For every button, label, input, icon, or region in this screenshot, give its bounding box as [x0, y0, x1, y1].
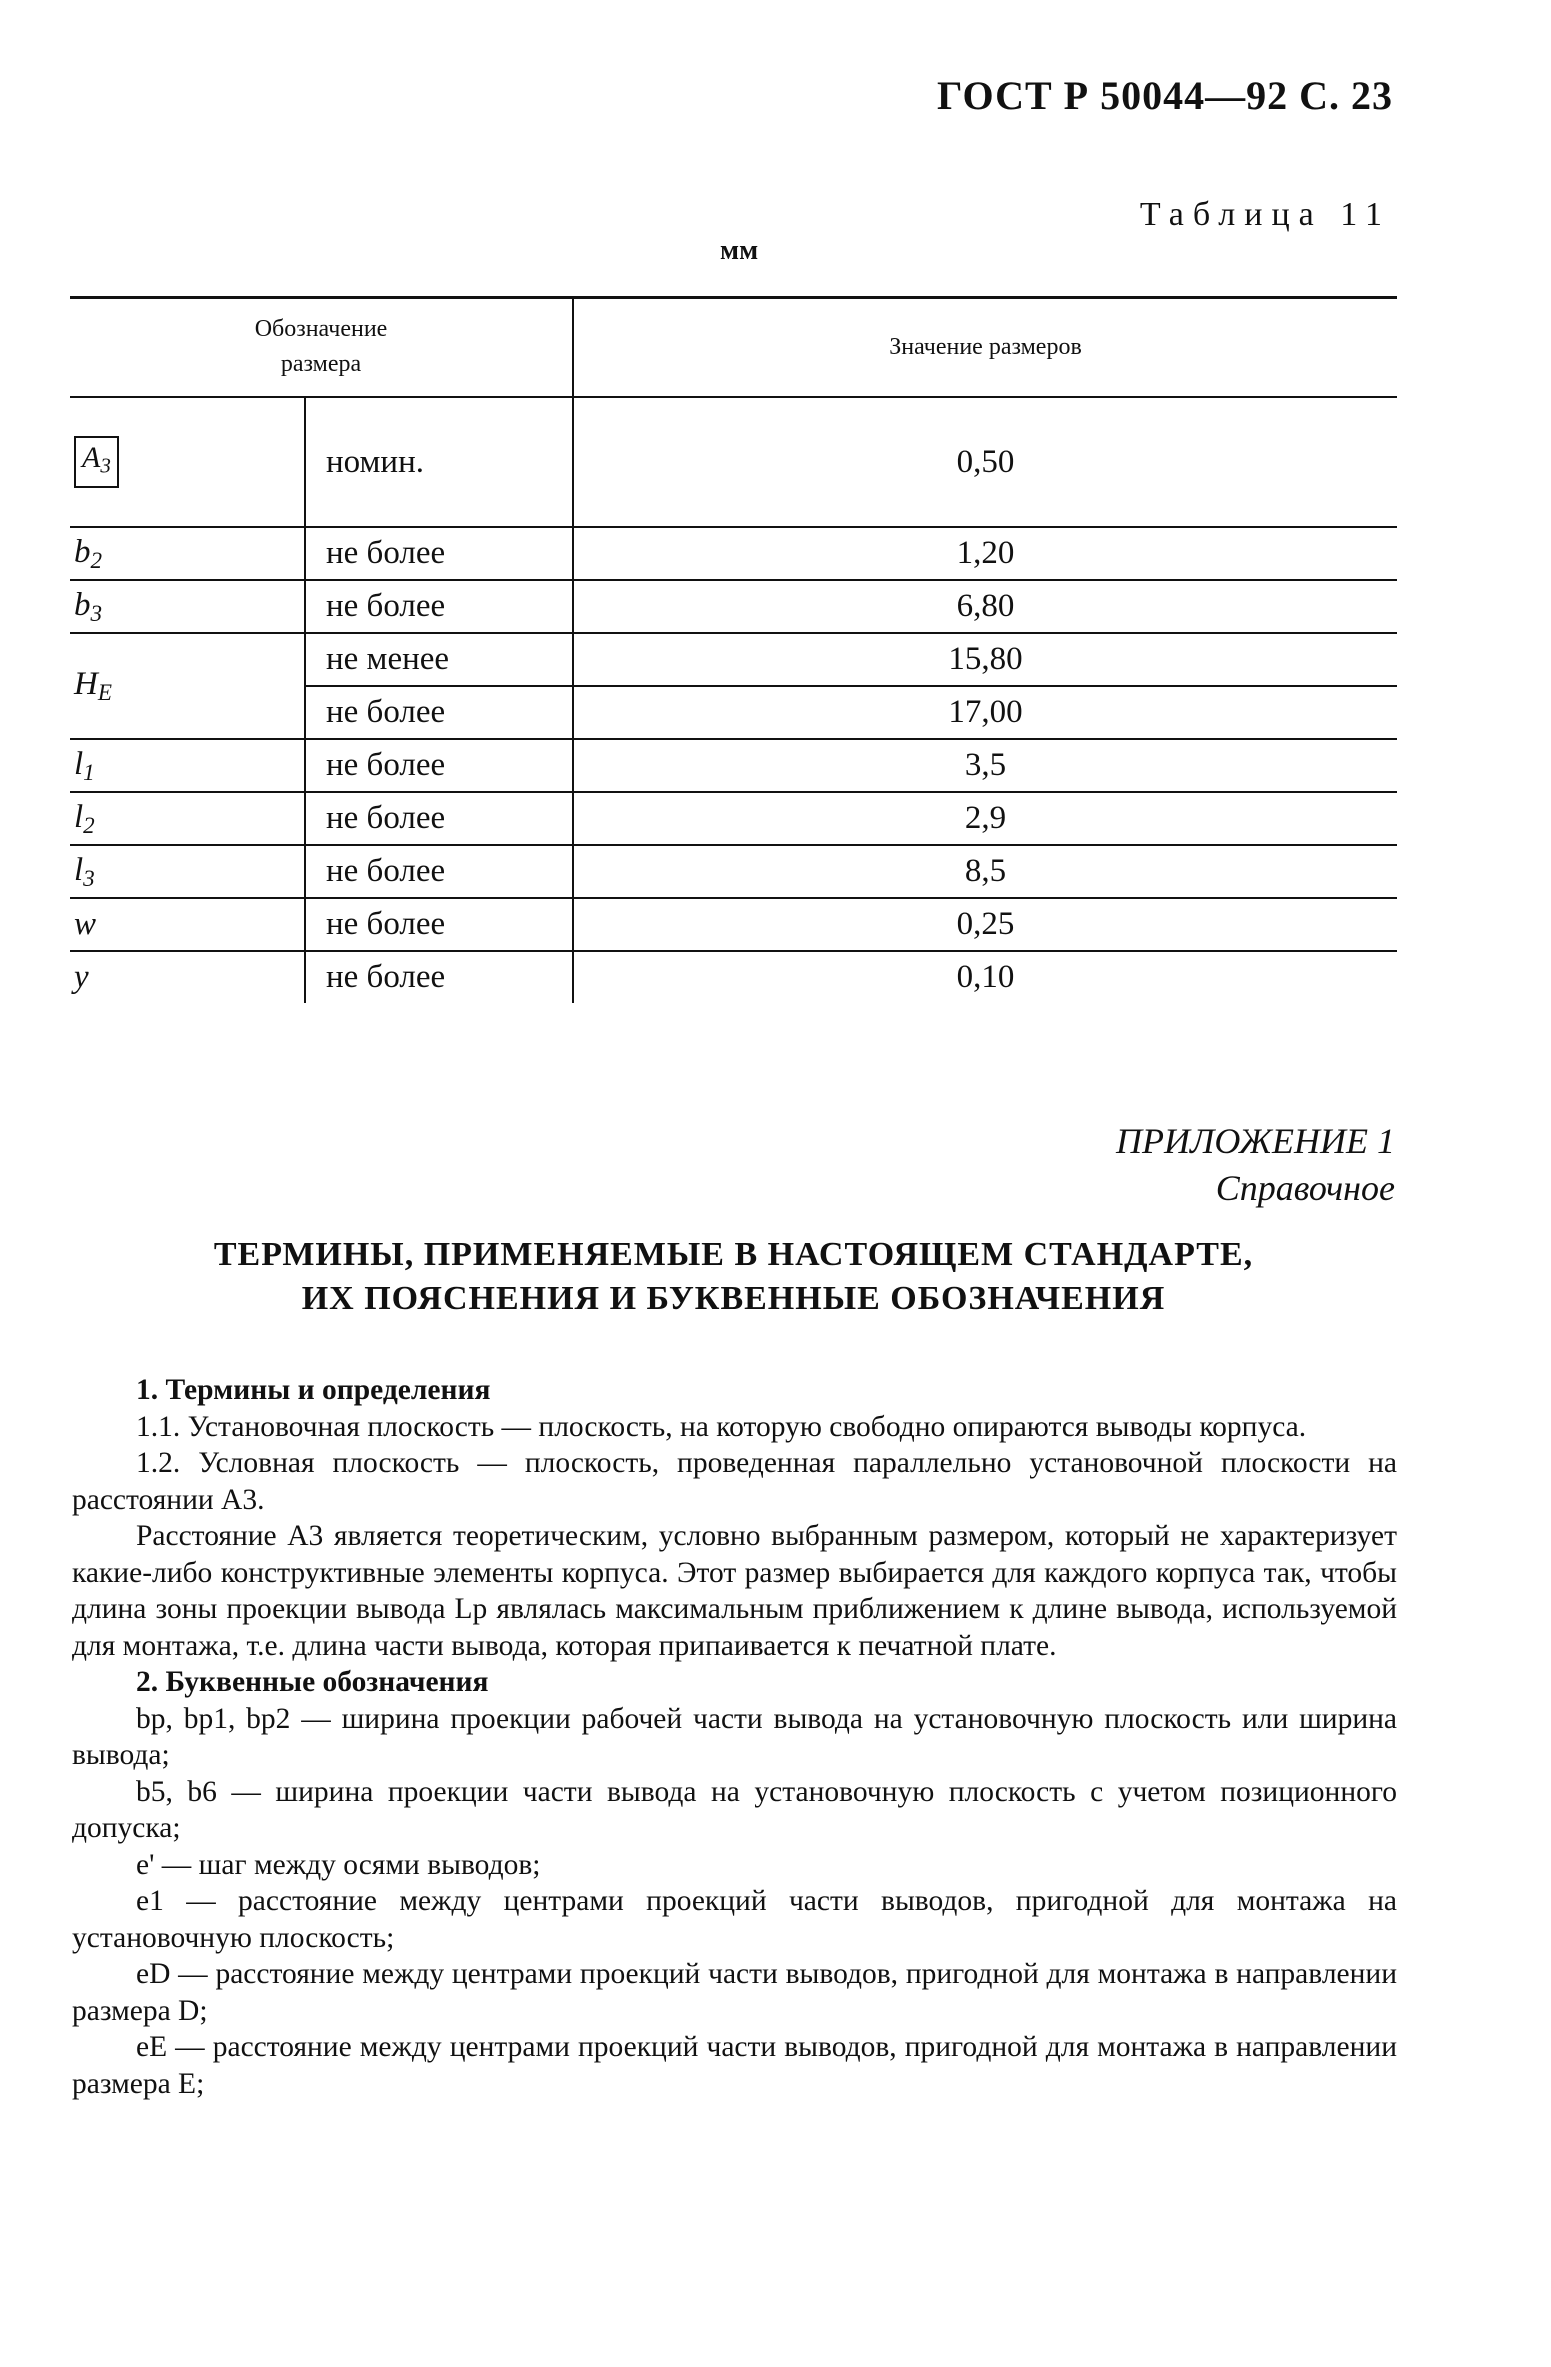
appendix-number: ПРИЛОЖЕНИЕ 1	[1116, 1121, 1395, 1161]
table-row	[70, 527, 1397, 580]
table-row	[70, 739, 1397, 792]
row-value: 17,00	[573, 686, 1397, 739]
basic-dimension-box: $A_3$	[74, 436, 119, 487]
col-header-symbol-line-1: Обозначение	[254, 316, 388, 343]
appendix-type: Справочное	[1215, 1167, 1395, 1208]
row-value: 6,80	[573, 580, 1397, 633]
row-condition: не более	[305, 739, 573, 792]
row-value: 0,50	[573, 397, 1397, 527]
row-symbol: $b_3$	[70, 580, 305, 633]
row-value: 0,10	[573, 951, 1397, 1003]
row-value: 0,25	[573, 898, 1397, 951]
term-eD: eD — расстояние между центрами проекций части выводов, пригодной для монтажа в направлении размера D;	[72, 1958, 1397, 2027]
row-condition: не более	[305, 580, 573, 633]
term-e-prime: e' — шаг между осями выводов;	[136, 1848, 541, 1881]
row-symbol: y	[74, 959, 89, 995]
row-value: 2,9	[573, 792, 1397, 845]
table-row	[70, 580, 1397, 633]
table-row	[70, 845, 1397, 898]
col-header-value: Значение размеров	[573, 298, 1397, 397]
title-line-2: ИХ ПОЯСНЕНИЯ И БУКВЕННЫЕ ОБОЗНАЧЕНИЯ	[301, 1279, 1166, 1317]
row-value: 8,5	[573, 845, 1397, 898]
table-row	[70, 898, 1397, 951]
table-caption: Таблица 11	[1139, 196, 1391, 233]
table-row	[70, 633, 1397, 686]
section-title	[70, 1233, 1397, 1320]
term-eE: eE — расстояние между центрами проекций части выводов, пригодной для монтажа в направлении размера E;	[72, 2031, 1397, 2100]
row-symbol: $l_2$	[70, 792, 305, 845]
title-line-1: ТЕРМИНЫ, ПРИМЕНЯЕМЫЕ В НАСТОЯЩЕМ СТАНДАРТЕ,	[213, 1236, 1254, 1273]
row-condition: не более	[305, 845, 573, 898]
paragraph-1-2: 1.2. Условная плоскость — плоскость, проведенная параллельно установочной плоскости на расстоянии A3.	[72, 1447, 1397, 1516]
table-unit: мм	[720, 235, 759, 266]
col-header-symbol-line-2: размера	[280, 351, 362, 377]
row-value: 3,5	[573, 739, 1397, 792]
row-symbol	[70, 397, 305, 527]
page-header: ГОСТ Р 50044—92 С. 23	[937, 73, 1393, 118]
table-row	[70, 397, 1397, 527]
table-header-row	[70, 298, 1397, 397]
term-b5: b5, b6 — ширина проекции части вывода на установочную плоскость с учетом позиционного допуска;	[72, 1775, 1397, 1844]
col-header-symbol	[70, 298, 573, 397]
row-condition: не более	[305, 951, 573, 1003]
section-heading-symbols: 2. Буквенные обозначения	[136, 1666, 489, 1698]
row-condition: не более	[305, 686, 573, 739]
term-e1: e1 — расстояние между центрами проекций части выводов, пригодной для монтажа на установочную плоскость;	[72, 1885, 1397, 1954]
term-bp: bp, bp1, bp2 — ширина проекции рабочей части вывода на установочную плоскость или ширина вывода;	[72, 1702, 1397, 1771]
row-symbol: w	[70, 898, 305, 951]
row-symbol: $H_E$	[70, 633, 305, 739]
paragraph-1-1: 1.1. Установочная плоскость — плоскость, на которую свободно опираются выводы корпуса.	[136, 1410, 1307, 1443]
row-condition: не более	[305, 898, 573, 951]
row-condition: не менее	[305, 633, 573, 686]
table-row	[70, 792, 1397, 845]
table-row	[70, 951, 1397, 1003]
row-value: 1,20	[573, 527, 1397, 580]
dimensions-table	[70, 298, 1397, 1003]
row-condition: не более	[305, 792, 573, 845]
row-symbol: $b_2$	[70, 527, 305, 580]
paragraph-a3: Расстояние A3 является теоретическим, условно выбранным размером, который не характеризует какие-либо конструктивные элементы корпуса. Этот размер выбирается для каждого корпуса так, чтобы длина зоны проекции вывода Lp являлась максимальным приближением к длине вывода, используемой для монтажа, т.е. длина части вывода, которая припаивается к печатной плате.	[72, 1520, 1397, 1662]
row-value: 15,80	[573, 633, 1397, 686]
row-symbol: $l_1$	[70, 739, 305, 792]
row-condition: номин.	[305, 397, 573, 527]
section-heading-terms: 1. Термины и определения	[136, 1374, 491, 1406]
document-body	[72, 1372, 1397, 2102]
appendix-label	[1116, 1118, 1395, 1212]
row-symbol: $l_3$	[70, 845, 305, 898]
row-condition: не более	[305, 527, 573, 580]
